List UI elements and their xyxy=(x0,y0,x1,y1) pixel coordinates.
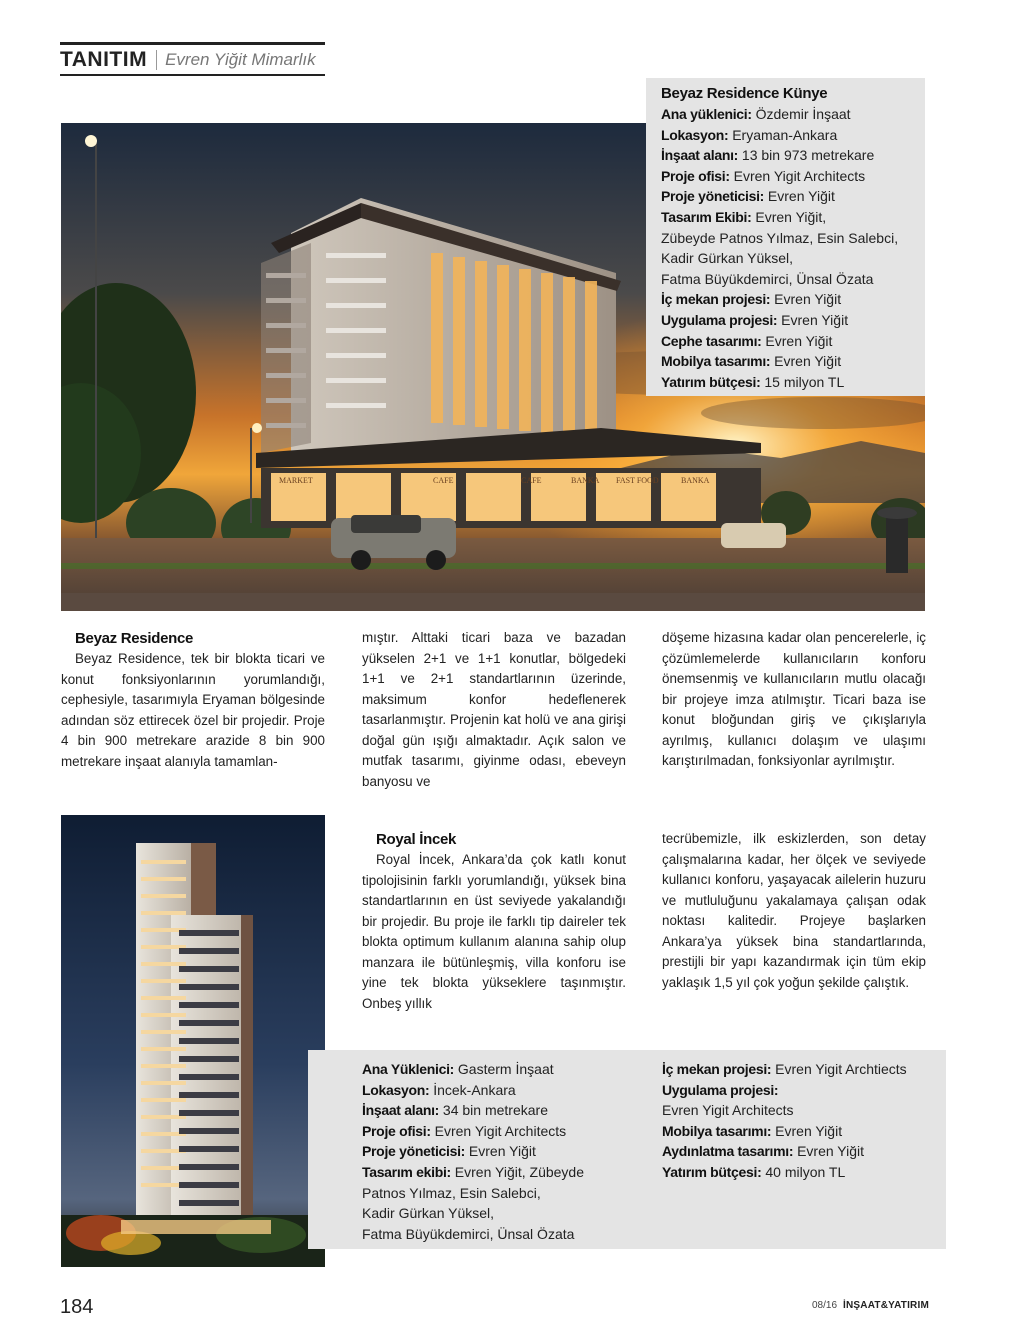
page-header xyxy=(60,42,325,76)
kunye-title: Beyaz Residence Künye xyxy=(661,85,828,102)
kunye-row: Tasarım ekibi: Evren Yiğit, Zübeyde xyxy=(362,1163,584,1180)
page-number: 184 xyxy=(60,1296,94,1318)
kunye-row: Mobilya tasarımı: Evren Yiğit xyxy=(662,1122,843,1139)
kunye-row: Proje yöneticisi: Evren Yiğit xyxy=(362,1143,536,1160)
photo-sign: BANKA xyxy=(571,476,600,485)
kunye-row: Lokasyon: İncek-Ankara xyxy=(362,1081,516,1098)
kunye2-left-column xyxy=(362,1059,584,1244)
kunye-row: Uygulama projesi: Evren Yiğit xyxy=(661,311,849,328)
photo-sign: BANKA xyxy=(681,476,710,485)
kunye-row: Lokasyon: Eryaman-Ankara xyxy=(661,126,838,143)
kunye-row: İç mekan projesi: Evren Yiğit xyxy=(661,291,842,308)
kunye-row: Proje ofisi: Evren Yigit Architects xyxy=(362,1122,567,1139)
kunye2-right-column xyxy=(662,1059,907,1183)
royal-text-column-1 xyxy=(362,829,626,1014)
kunye-row: İnşaat alanı: 13 bin 973 metrekare xyxy=(661,147,875,164)
royal-text-column-2 xyxy=(662,829,926,993)
kunye-row: Zübeyde Patnos Yılmaz, Esin Salebci, xyxy=(661,229,899,246)
kunye-row: Proje yöneticisi: Evren Yiğit xyxy=(661,188,835,205)
kunye-row: Evren Yigit Architects xyxy=(662,1102,794,1119)
kunye-row: Fatma Büyükdemirci, Ünsal Özata xyxy=(661,270,874,287)
photo-sign: CAFE xyxy=(433,476,454,485)
kunye-row: Aydınlatma tasarımı: Evren Yiğit xyxy=(662,1143,865,1160)
issue-number: 08/16 xyxy=(812,1300,838,1311)
beyaz-text-column-3 xyxy=(662,628,926,772)
royal-incek-photo xyxy=(61,815,325,1267)
kunye-row: Kadir Gürkan Yüksel, xyxy=(661,250,794,267)
beyaz-heading: Beyaz Residence xyxy=(75,630,194,647)
royal-paragraph: Royal İncek, Ankara’da çok katlı konut tipolojisinin farklı yorumlandığı, yüksek bina standartlarının en üst seviyede yakalandığı bir projedir. Bu proje ile farklı tip daireler tek blokta optimum kullanım alanına sahip olup manzara ile bütünleşmiş, villa konforu ise yine tek blokta yükseklere taşınmıştır. Onbeş yıllık xyxy=(362,852,626,1011)
section-title: TANITIM xyxy=(60,48,148,71)
footer-magazine xyxy=(812,1300,929,1311)
kunye-row: Mobilya tasarımı: Evren Yiğit xyxy=(661,353,842,370)
kunye-row: İnşaat alanı: 34 bin metrekare xyxy=(362,1102,548,1119)
beyaz-paragraph: mıştır. Alttaki ticari baza ve bazadan yükselen 2+1 ve 1+1 konutlar, bölgedeki 1+1 ve 2+1 standartlarının üzerinde, maksimum konfor hedeflenerek tasarlanmıştır. Projenin kat holü ve ana girişi doğal gün ışığı almaktadır. Açık salon ve mutfak tasarımı, giyinme odası, ebeveyn banyosu ve xyxy=(362,630,626,789)
photo-sign: MARKET xyxy=(279,476,313,485)
beyaz-paragraph: döşeme hizasına kadar olan pencerelerle, iç çözümlemelerde kullanıcıların konforu önemsenmiş ve kullanıcıların mutlu olacağı bir projeye imza atılmıştır. Ticari baza ise konut bloğundan giriş ve çıkışlarıyla ayrılmış, kullanıcı dolaşım ve ulaşımı karıştırılmadan, fonksiyonlar ayrılmıştır. xyxy=(662,630,926,768)
kunye-row: Patnos Yılmaz, Esin Salebci, xyxy=(362,1184,541,1201)
kunye-row: Ana yüklenici: Özdemir İnşaat xyxy=(661,106,851,122)
kunye-row: Proje ofisi: Evren Yigit Architects xyxy=(661,167,866,184)
kunye-row: Cephe tasarımı: Evren Yiğit xyxy=(661,332,833,349)
beyaz-paragraph: Beyaz Residence, tek bir blokta ticari ve konut fonksiyonlarının yorumlandığı, cephesiyle, tasarımıyla Eryaman bölgesinde adından söz ettirecek özel bir projedir. Proje 4 bin 900 metrekare arazide 8 bin 900 metrekare inşaat alanıyla tamamlan- xyxy=(61,651,325,769)
royal-paragraph: tecrübemizle, ilk eskizlerden, son detay çalışmalarına kadar, her ölçek ve seviyede kullanıcı konforu, yaşayacak ailelerin huzuru ve mutluluğunu yakalamaya çalışan odak noktası kalitedir. Projeye başlarken Ankara’ya yüksek bina standartlarında, prestijli bir yapı kazandırmak için tüm ekip yaklaşık 1,5 yıl çok yoğun şekilde çalıştık. xyxy=(662,831,926,990)
header-separator xyxy=(156,50,157,70)
header-brand: Evren Yiğit Mimarlık xyxy=(165,50,316,69)
royal-incek-kunye xyxy=(308,1050,946,1249)
beyaz-residence-kunye xyxy=(646,78,925,396)
kunye-row: Kadir Gürkan Yüksel, xyxy=(362,1205,495,1222)
photo-sign: FAST FOOD xyxy=(616,476,659,485)
beyaz-text-column-1 xyxy=(61,628,325,772)
photo-sign: CAFE xyxy=(521,476,542,485)
royal-heading: Royal İncek xyxy=(376,831,457,848)
kunye-row: Uygulama projesi: xyxy=(662,1081,779,1098)
header-bottom-rule xyxy=(60,74,325,76)
kunye-row: Ana Yüklenici: Gasterm İnşaat xyxy=(362,1061,554,1077)
beyaz-text-column-2 xyxy=(362,628,626,792)
kunye-row: Yatırım bütçesi: 40 milyon TL xyxy=(662,1163,846,1180)
kunye-row: Fatma Büyükdemirci, Ünsal Özata xyxy=(362,1225,575,1242)
kunye-row: Yatırım bütçesi: 15 milyon TL xyxy=(661,373,845,390)
magazine-name: İNŞAAT&YATIRIM xyxy=(843,1300,929,1311)
kunye-row: İç mekan projesi: Evren Yigit Archtiects xyxy=(662,1061,907,1077)
kunye-row: Tasarım Ekibi: Evren Yiğit, xyxy=(661,208,827,225)
